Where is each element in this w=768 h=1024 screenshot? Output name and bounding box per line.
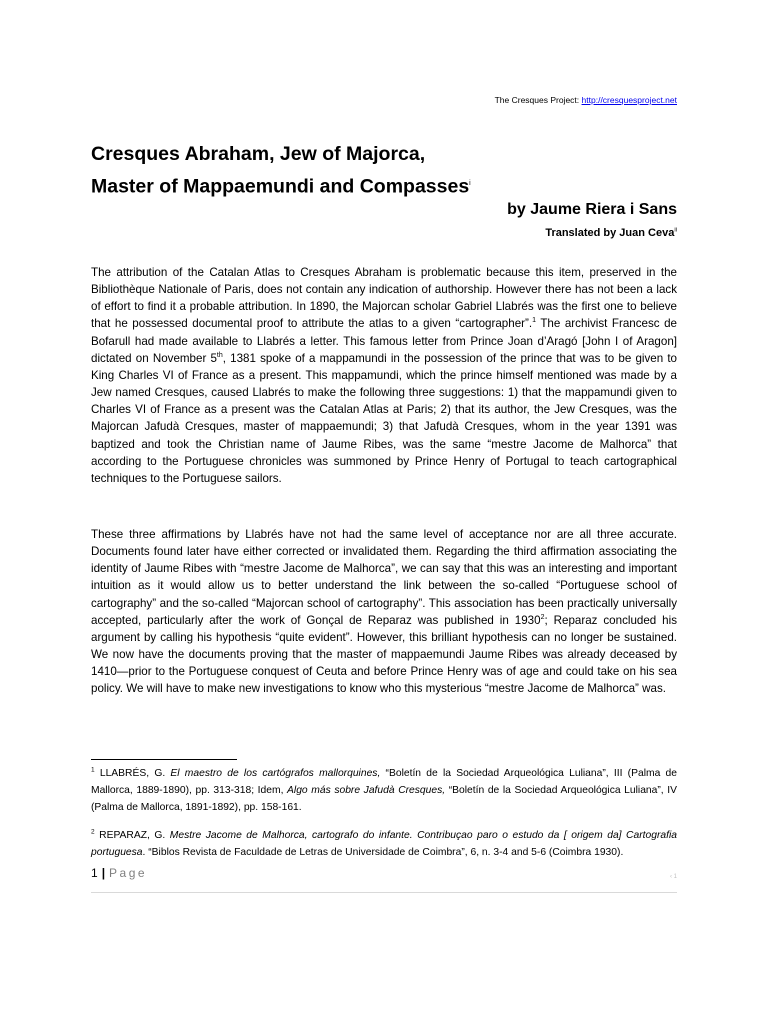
footnote-2	[91, 827, 677, 861]
footnote-separator	[91, 759, 237, 760]
p2-text-b: ; Reparaz concluded his argument by calling his hypothesis “quite evident”. However, this brilliant hypothesis can no longer be sustained. We now have the documents proving that the master of mappaemundi Jaume Ribes was already deceased by 1410—prior to the Portuguese conquest of Ceuta and before Prince Henry was of age and could take on his sea policy. We will have to make new investigations to know who this mysterious “mestre Jacome de Malhorca” was.	[91, 613, 677, 696]
title-line-1: Cresques Abraham, Jew of Majorca,	[91, 143, 426, 165]
footnote-2-text-a: REPARAZ, G.	[94, 830, 170, 841]
translator-text: Translated by Juan Ceva	[545, 227, 675, 239]
project-label: The Cresques Project:	[494, 95, 580, 105]
ordinal-suffix: th	[216, 351, 223, 359]
page-number: 1	[91, 866, 98, 880]
project-link[interactable]: http://cresquesproject.net	[581, 95, 677, 105]
p2-text-a: These three affirmations by Llabrés have not had the same level of acceptance nor are all three accurate. Documents found later have either corrected or invalidated them. Regarding the third affirmation associating the identity of Jaume Ribes with “mestre Jacome de Malhorca”, we can say that this was an interesting and important intuition as it would allow us to better understand the link between the so-called “Portuguese school of cartography” and the so-called “Majorcan school of cartography”. This association has been practically universally accepted, particularly after the work of Gonçal de Reparaz was published in 1930	[91, 528, 677, 627]
author-byline: by Jaume Riera i Sans	[507, 201, 677, 218]
project-header	[495, 95, 677, 105]
p1-text-a: The attribution of the Catalan Atlas to Cresques Abraham is problematic because this item, preserved in the Bibliothèque Nationale of Paris, does not contain any indication of authorship. However there has not been a lack of effort to find it a probable attribution. In 1890, the Majorcan scholar Gabriel Llabrés was the first one to believe that he possessed documental proof to attribute the atlas to a given “cartographer”.	[91, 266, 677, 331]
p1-text-b: The archivist Francesc de Bofarull had made available to Llabrés a letter. This famous letter from Prince Joan d’Aragó [John I of Aragon] dictated on November 5	[91, 317, 678, 365]
body-paragraph-2	[91, 526, 677, 698]
footnote-2-title: Mestre Jacome de Malhorca, cartografo do infante. Contribuçao paro o estudo da [ origem da] Cartografia portuguesa	[91, 830, 677, 858]
footer-rule	[91, 892, 677, 893]
p1-text-c: , 1381 spoke of a mappamundi in the possession of the prince that was to be given to King Charles VI of France as a present. This mappamundi, which the prince himself mentioned was made by a Jew named Cresques, caused Llabrés to make the following three suggestions: 1) that the mappamundi given to Charles VI of France as a present was the Catalan Atlas at Paris; 2) that its author, the Jew Cresques, was the Majorcan Jafudà Cresques, master of mappaemundi; 3) that Jafudà Cresques, whom in the year 1391 was baptized and took the Christian name of Jaume Ribes, was the same “mestre Jacome de Malhorca” that according to the Portuguese chronicles was summoned by Prince Henry of Portugal to teach cartographical techniques to the Portuguese sailors.	[91, 351, 678, 485]
footnote-2-text-b: . “Biblos Revista de Faculdade de Letras de Universidade de Coimbra”, 6, n. 3-4 and 5-6 (Coimbra 1930).	[142, 847, 624, 858]
document-title	[91, 140, 471, 202]
footnote-1-number: 1	[91, 766, 95, 774]
footnote-ref-1[interactable]: 1	[532, 317, 537, 325]
footnote-1-text-b: “Boletín de la Sociedad Arqueológica Luliana”, III (Palma de Mallorca, 1889-1890), pp. 313-318; Idem,	[91, 768, 677, 796]
footnote-2-number: 2	[91, 828, 95, 836]
page-word: Page	[109, 866, 148, 880]
page-marker: ‹ 1	[669, 874, 677, 880]
footnote-ref-2[interactable]: 2	[540, 613, 545, 621]
footnote-1-text-a: LLABRÉS, G.	[94, 768, 171, 779]
translator-endnote-mark[interactable]: ii	[674, 227, 677, 234]
footnote-1	[91, 765, 677, 816]
footer-separator: |	[101, 866, 106, 880]
title-line-2: Master of Mappaemundi and Compasses	[91, 175, 470, 198]
title-endnote-mark[interactable]: i	[469, 180, 471, 187]
translator-credit	[545, 227, 677, 239]
page-footer	[91, 866, 147, 880]
footnote-1-title-2: Algo más sobre Jafudà Cresques,	[287, 785, 446, 796]
body-paragraph-1	[91, 264, 677, 487]
footnote-1-text-c: “Boletín de la Sociedad Arqueológica Luliana”, IV (Palma de Mallorca, 1891-1892), pp. 158-161.	[91, 785, 678, 813]
footnote-1-title-1: El maestro de los cartógrafos mallorquines,	[170, 768, 381, 779]
